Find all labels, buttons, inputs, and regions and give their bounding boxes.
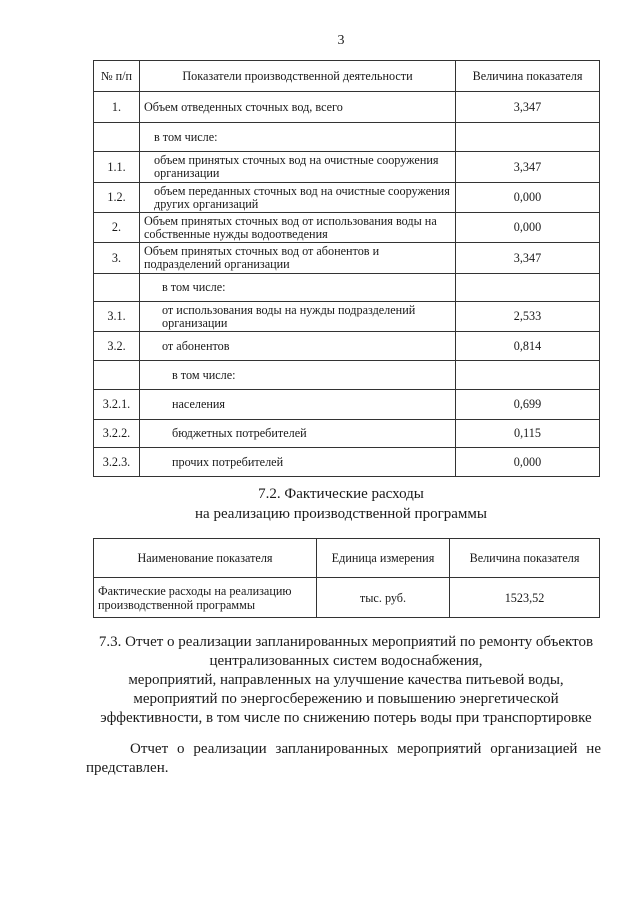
actual-expenses-table bbox=[93, 538, 600, 618]
section-7-3-line: мероприятий, направленных на улучшение качества питьевой воды, bbox=[128, 672, 564, 688]
table-row bbox=[94, 274, 600, 302]
section-7-3-line: мероприятий по энергосбережению и повышению энергетической bbox=[133, 691, 559, 707]
table-row bbox=[94, 578, 600, 618]
table-row bbox=[94, 92, 600, 123]
row-value: 3,347 bbox=[456, 243, 600, 274]
row-number: 1.1. bbox=[94, 152, 140, 183]
row-value: 0,000 bbox=[456, 448, 600, 477]
header-indicator: Показатели производственной деятельности bbox=[140, 61, 456, 92]
row-label: Объем отведенных сточных вод, всего bbox=[140, 92, 456, 123]
table-row bbox=[94, 332, 600, 361]
section-7-3-line: эффективности, в том числе по снижению потерь воды при транспортировке bbox=[100, 710, 592, 726]
row-number: 1.2. bbox=[94, 183, 140, 213]
header-indicator-name: Наименование показателя bbox=[94, 539, 317, 578]
row-label: Объем принятых сточных вод от абонентов и подразделений организации bbox=[140, 243, 456, 274]
table-row bbox=[94, 243, 600, 274]
table-header-row bbox=[94, 61, 600, 92]
section-7-3-line: 7.3. Отчет о реализации запланированных мероприятий по ремонту объектов bbox=[98, 634, 594, 650]
expense-value: 1523,52 bbox=[450, 578, 600, 618]
row-value: 3,347 bbox=[456, 92, 600, 123]
row-value: 0,814 bbox=[456, 332, 600, 361]
row-label: населения bbox=[140, 390, 456, 420]
expense-unit: тыс. руб. bbox=[317, 578, 450, 618]
row-number: 3.2.2. bbox=[94, 420, 140, 448]
header-value: Величина показателя bbox=[450, 539, 600, 578]
table-row bbox=[94, 183, 600, 213]
row-label: в том числе: bbox=[140, 274, 456, 302]
row-label: в том числе: bbox=[140, 123, 456, 152]
row-number: 2. bbox=[94, 213, 140, 243]
row-value: 0,000 bbox=[456, 213, 600, 243]
table-row bbox=[94, 420, 600, 448]
table-row bbox=[94, 213, 600, 243]
row-number bbox=[94, 123, 140, 152]
row-number: 3.2. bbox=[94, 332, 140, 361]
row-label: от использования воды на нужды подразделений организации bbox=[140, 302, 456, 332]
section-7-2-title-line1: 7.2. Фактические расходы bbox=[258, 486, 424, 502]
row-label: от абонентов bbox=[140, 332, 456, 361]
table-row bbox=[94, 302, 600, 332]
page-number: 3 bbox=[337, 33, 345, 48]
header-unit: Единица измерения bbox=[317, 539, 450, 578]
row-label: бюджетных потребителей bbox=[140, 420, 456, 448]
section-7-2-title-line2: на реализацию производственной программы bbox=[195, 506, 487, 522]
row-number bbox=[94, 274, 140, 302]
row-value: 0,699 bbox=[456, 390, 600, 420]
row-value bbox=[456, 361, 600, 390]
section-7-3-title bbox=[86, 633, 606, 728]
row-number: 3.1. bbox=[94, 302, 140, 332]
expense-label: Фактические расходы на реализацию производственной программы bbox=[94, 578, 317, 618]
row-label: в том числе: bbox=[140, 361, 456, 390]
table-row bbox=[94, 448, 600, 477]
row-value bbox=[456, 123, 600, 152]
table-row bbox=[94, 390, 600, 420]
row-value bbox=[456, 274, 600, 302]
section-7-3-line: централизованных систем водоснабжения, bbox=[209, 653, 483, 669]
report-paragraph: Отчет о реализации запланированных мероприятий организацией не представлен. bbox=[86, 741, 601, 776]
header-number: № п/п bbox=[94, 61, 140, 92]
row-number: 3.2.1. bbox=[94, 390, 140, 420]
row-value: 3,347 bbox=[456, 152, 600, 183]
wastewater-indicators-table bbox=[93, 60, 600, 477]
row-number: 1. bbox=[94, 92, 140, 123]
table-header-row bbox=[94, 539, 600, 578]
row-value: 0,115 bbox=[456, 420, 600, 448]
row-label: прочих потребителей bbox=[140, 448, 456, 477]
table-row bbox=[94, 361, 600, 390]
table-row bbox=[94, 152, 600, 183]
row-label: объем принятых сточных вод на очистные сооружения организации bbox=[140, 152, 456, 183]
row-label: Объем принятых сточных вод от использования воды на собственные нужды водоотведения bbox=[140, 213, 456, 243]
row-number: 3. bbox=[94, 243, 140, 274]
row-number bbox=[94, 361, 140, 390]
row-value: 0,000 bbox=[456, 183, 600, 213]
row-number: 3.2.3. bbox=[94, 448, 140, 477]
row-label: объем переданных сточных вод на очистные сооружения других организаций bbox=[140, 183, 456, 213]
row-value: 2,533 bbox=[456, 302, 600, 332]
header-value: Величина показателя bbox=[456, 61, 600, 92]
table-row bbox=[94, 123, 600, 152]
